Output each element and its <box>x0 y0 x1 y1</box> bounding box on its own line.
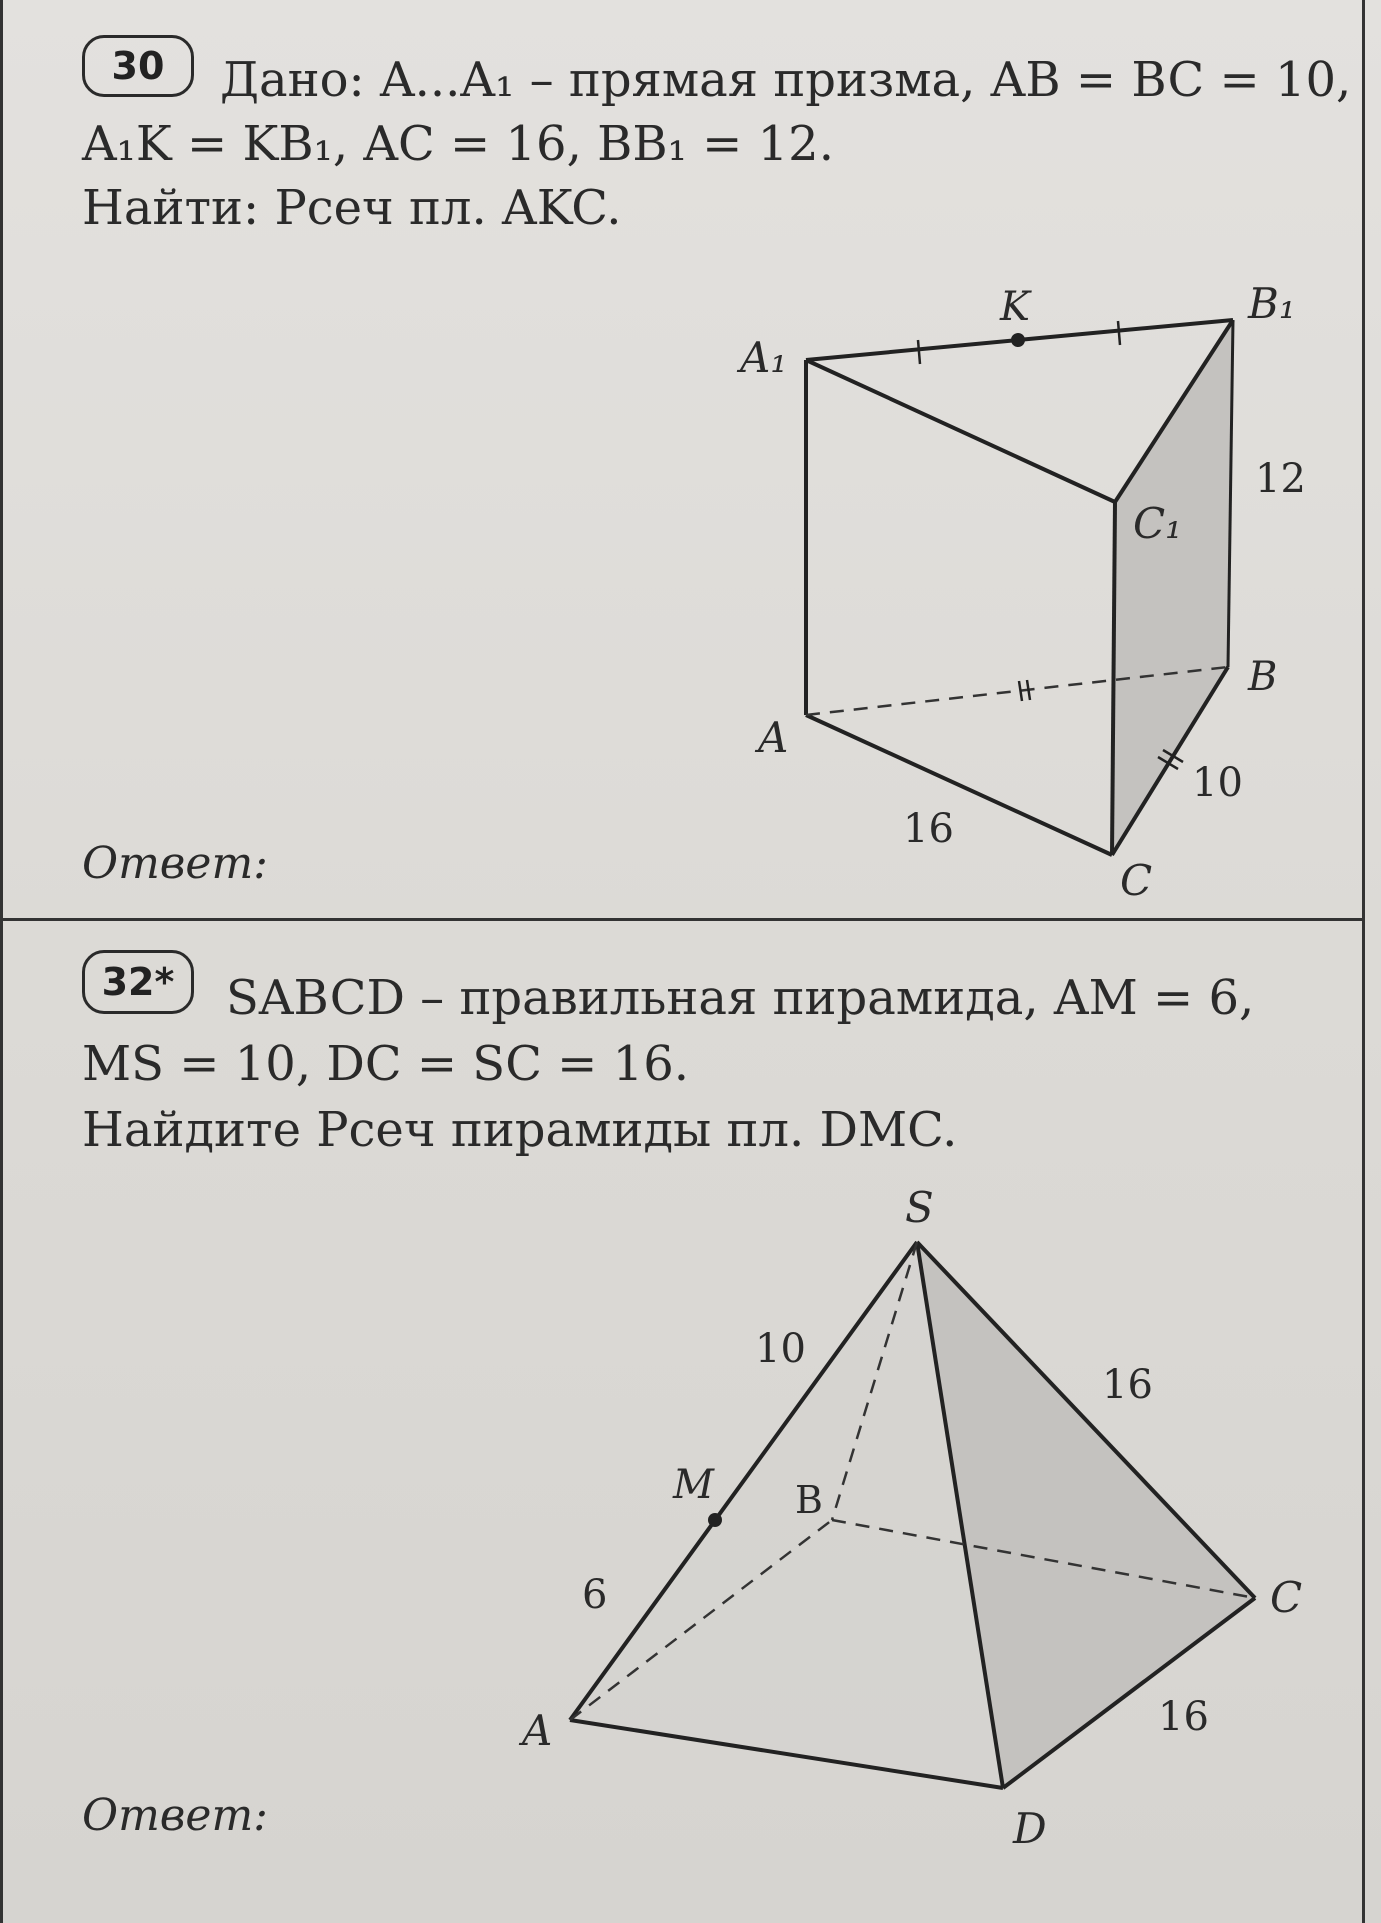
label-C: C <box>1120 856 1153 905</box>
problem-30-given: Дано: A...A₁ – прямая призма, AB = BC = 10, <box>220 52 1352 108</box>
point-M <box>708 1513 722 1527</box>
label-A: A <box>522 1706 553 1755</box>
problem-32-number: 32* <box>82 950 194 1014</box>
edge-A1C1 <box>806 360 1115 502</box>
label-A1: A₁ <box>740 333 788 382</box>
problem-32-statement: SABCD – правильная пирамида, AM = 6, <box>226 970 1255 1026</box>
pyramid-figure <box>518 1183 1302 1853</box>
problem-30-answer-label: Ответ: <box>82 838 268 889</box>
edge-A1K <box>806 340 1018 360</box>
length-AC: 16 <box>903 806 954 852</box>
problem-32-answer-label: Ответ: <box>82 1790 268 1841</box>
label-B: B <box>795 1478 823 1522</box>
edge-KB1 <box>1018 320 1233 340</box>
problem-32-find: Найдите Pсеч пирамиды пл. DMC. <box>82 1102 958 1158</box>
problem-30-number: 30 <box>82 35 194 97</box>
edge-AC <box>806 715 1112 855</box>
label-B1: B₁ <box>1248 279 1296 328</box>
tick-A1K <box>918 340 920 364</box>
label-C1: C₁ <box>1133 499 1182 548</box>
prism-figure <box>736 279 1306 905</box>
length-BC: 10 <box>1192 760 1243 806</box>
tick-AB-1 <box>1019 681 1022 701</box>
length-SC: 16 <box>1102 1362 1153 1408</box>
label-K: K <box>1000 284 1030 330</box>
label-D: D <box>1013 1804 1047 1853</box>
length-MS: 10 <box>755 1326 806 1372</box>
label-C: C <box>1270 1573 1303 1622</box>
point-K <box>1011 333 1025 347</box>
length-BB1: 12 <box>1255 456 1306 502</box>
tick-AB-2 <box>1027 680 1030 700</box>
label-B: B <box>1248 654 1278 700</box>
label-A: A <box>758 713 789 762</box>
label-M: M <box>673 1462 714 1508</box>
problem-30-given-cont: A₁K = KB₁, AC = 16, BB₁ = 12. <box>82 116 834 172</box>
problem-30-find: Найти: Pсеч пл. AKC. <box>82 180 622 236</box>
length-DC: 16 <box>1158 1694 1209 1740</box>
label-S: S <box>905 1183 934 1232</box>
tick-KB1 <box>1118 321 1120 345</box>
problem-32-statement-cont: MS = 10, DC = SC = 16. <box>82 1036 689 1092</box>
length-AM: 6 <box>582 1572 608 1618</box>
